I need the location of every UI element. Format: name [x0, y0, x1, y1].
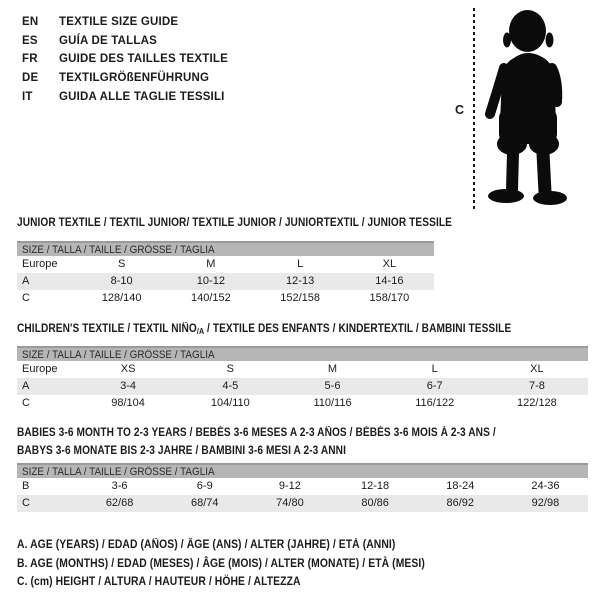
value-cell: 68/74 — [190, 497, 219, 509]
legend-line-a: A. AGE (YEARS) / EDAD (AÑOS) / ÂGE (ANS) / ALTER (JAHRE) / ETÀ (ANNI) — [17, 539, 396, 551]
language-guide — [22, 13, 228, 106]
table-row — [17, 395, 588, 412]
language-code: DE — [22, 72, 39, 85]
value-cell: 7-8 — [528, 380, 545, 392]
value-cell: L — [431, 363, 438, 375]
value-cell: 6-9 — [196, 480, 213, 492]
children-title-rest: / TEXTILE DES ENFANTS / KINDERTEXTIL / BAMBINI TESSILE — [204, 323, 512, 335]
table-row — [17, 478, 588, 495]
value-cell: 74/80 — [276, 497, 304, 509]
height-measure-dashed-line — [473, 8, 475, 210]
value-cell: 12-18 — [361, 480, 390, 492]
babies-size-table — [17, 463, 588, 512]
value-cell: 98/104 — [111, 397, 145, 409]
value-cell: 158/170 — [369, 292, 410, 304]
table-row — [17, 378, 588, 395]
babies-title-line2: BABYS 3-6 MONATE BIS 2-3 JAHRE / BAMBINI 3-6 MESI A 2-3 ANNI — [17, 444, 346, 457]
language-title: GUIDA ALLE TAGLIE TESSILI — [59, 90, 225, 103]
language-code: IT — [22, 90, 33, 103]
table-row — [17, 290, 434, 307]
value-cell: 8-10 — [110, 275, 133, 287]
children-title-main: CHILDREN'S TEXTILE / TEXTIL NIÑO — [17, 323, 197, 335]
legend-line-c: C. (cm) HEIGHT / ALTURA / HAUTEUR / HÖHE / ALTEZZA — [17, 576, 301, 588]
children-title-sub: /A — [196, 327, 205, 336]
value-cell: 6-7 — [426, 380, 443, 392]
row-label-cell: A — [22, 380, 30, 392]
value-cell: 14-16 — [375, 275, 404, 287]
language-row — [22, 50, 228, 69]
row-label-cell: B — [22, 480, 30, 492]
language-row — [22, 13, 228, 32]
value-cell: 5-6 — [324, 380, 341, 392]
children-section-title — [17, 323, 511, 336]
row-label-cell: A — [22, 275, 30, 287]
size-header-row — [17, 346, 588, 361]
language-code: FR — [22, 53, 38, 66]
value-cell: 24-36 — [531, 480, 560, 492]
row-label-cell: C — [22, 397, 30, 409]
size-header-row — [17, 463, 588, 478]
babies-section-title — [17, 425, 496, 460]
value-cell: 4-5 — [222, 380, 239, 392]
value-cell: 104/110 — [210, 397, 250, 409]
value-cell: 152/158 — [280, 292, 320, 304]
value-cell: XL — [530, 363, 544, 375]
value-cell: S — [117, 258, 126, 270]
value-cell: 122/128 — [517, 397, 557, 409]
row-label-cell: Europe — [22, 258, 58, 270]
value-cell: 86/92 — [446, 497, 475, 509]
language-code: EN — [22, 16, 39, 29]
language-row — [22, 69, 228, 88]
row-label-cell: C — [22, 292, 30, 304]
legend-line-b: B. AGE (MONTHS) / EDAD (MESES) / ÂGE (MOIS) / ALTER (MONATE) / ETÀ (MESI) — [17, 557, 425, 570]
value-cell: 10-12 — [196, 275, 225, 287]
row-label-cell: Europe — [22, 363, 58, 375]
value-cell: 12-13 — [286, 275, 315, 287]
size-header-row — [17, 241, 434, 256]
value-cell: 80/86 — [361, 497, 389, 509]
language-title: GUIDE DES TAILLES TEXTILE — [59, 53, 228, 66]
value-cell: M — [206, 258, 216, 270]
height-measure-label: C — [455, 103, 465, 117]
row-label-cell: C — [22, 497, 30, 509]
value-cell: 92/98 — [531, 497, 560, 509]
baby-silhouette-icon — [480, 8, 592, 208]
measure-legend — [17, 536, 425, 592]
value-cell: 62/68 — [105, 497, 134, 509]
table-row — [17, 361, 588, 378]
value-cell: XS — [120, 363, 136, 375]
value-cell: 18-24 — [446, 480, 475, 492]
size-header-label: SIZE / TALLA / TAILLE / GRÖSSE / TAGLIA — [22, 244, 215, 256]
value-cell: 3-6 — [111, 480, 128, 492]
language-code: ES — [22, 34, 38, 47]
value-cell: S — [226, 363, 234, 375]
language-title: GUÍA DE TALLAS — [59, 34, 157, 47]
babies-title-line1: BABIES 3-6 MONTH TO 2-3 YEARS / BEBÉS 3-6 MESES A 2-3 AÑOS / BÉBÉS 3-6 MOIS À 2-3 ANS / — [17, 427, 496, 439]
value-cell: 140/152 — [190, 292, 231, 304]
junior-size-table — [17, 241, 434, 307]
value-cell: 9-12 — [278, 480, 301, 492]
value-cell: L — [297, 258, 304, 270]
language-title: TEXTILE SIZE GUIDE — [59, 16, 179, 29]
value-cell: 116/122 — [415, 397, 455, 409]
value-cell: 3-4 — [120, 380, 137, 392]
table-row — [17, 273, 434, 290]
value-cell: 110/116 — [313, 397, 352, 409]
language-row — [22, 32, 228, 51]
junior-section-title: JUNIOR TEXTILE / TEXTIL JUNIOR/ TEXTILE JUNIOR / JUNIORTEXTIL / JUNIOR TESSILE — [17, 217, 452, 229]
language-row — [22, 87, 228, 106]
language-title: TEXTILGRÖßENFÜHRUNG — [59, 72, 210, 85]
value-cell: XL — [382, 258, 397, 270]
value-cell: 128/140 — [101, 292, 142, 304]
table-row — [17, 495, 588, 512]
size-header-label: SIZE / TALLA / TAILLE / GRÖSSE / TAGLIA — [22, 349, 215, 361]
table-row — [17, 256, 434, 273]
value-cell: M — [327, 363, 338, 375]
size-header-label: SIZE / TALLA / TAILLE / GRÖSSE / TAGLIA — [22, 466, 215, 478]
children-size-table — [17, 346, 588, 412]
